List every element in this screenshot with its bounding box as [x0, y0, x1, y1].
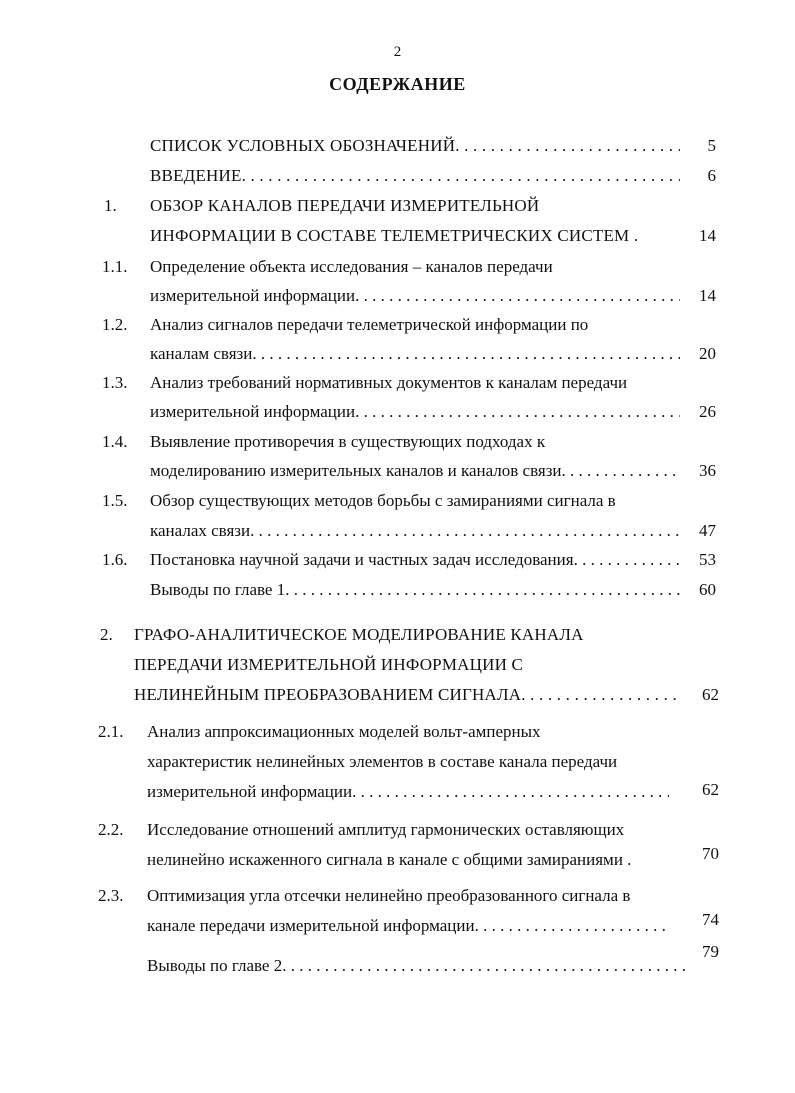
toc-entry-number: 1.5. [102, 491, 128, 510]
toc-entry-text: Выявление противоречия в существующих подходах к [150, 432, 546, 451]
toc-entry-number: 1.1. [102, 257, 128, 276]
toc-entry-page: 53 [699, 550, 716, 569]
toc-entry-text: Оптимизация угла отсечки нелинейно преобразованного сигнала в [147, 886, 631, 905]
toc-entry-text: Выводы по главе 2 . . . [147, 956, 687, 976]
toc-entry-page: 36 [699, 461, 716, 480]
toc-entry-text: Анализ сигналов передачи телеметрической информации по [150, 315, 589, 334]
toc-entry-page: 5 [707, 136, 716, 155]
toc-entry-number: 1.6. [102, 550, 128, 569]
toc-entry-page: 47 [699, 521, 716, 540]
toc-entry-text: моделированию измерительных каналов и каналов связи . . . [150, 461, 680, 481]
toc-entry-page: 70 [702, 844, 719, 863]
page-number: 2 [393, 44, 402, 60]
toc-entry-page: 14 [699, 226, 716, 245]
toc-entry-number: 1. [104, 196, 117, 215]
toc-entry-text: измерительной информации . . . [147, 782, 669, 802]
toc-entry-page: 74 [702, 910, 719, 929]
toc-entry-page: 14 [699, 286, 716, 305]
toc-entry-text: Исследование отношений амплитуд гармонических оставляющих [147, 820, 625, 839]
toc-entry-page: 79 [702, 942, 719, 961]
toc-entry-page: 20 [699, 344, 716, 363]
toc-entry-text: Анализ аппроксимационных моделей вольт-амперных [147, 722, 541, 741]
toc-title: СОДЕРЖАНИЕ [329, 74, 466, 94]
toc-entry-text: каналах связи . . . [150, 521, 680, 541]
toc-entry-text: Анализ требований нормативных документов к каналам передачи [150, 373, 628, 392]
toc-entry-number: 2.1. [98, 722, 124, 741]
toc-entry-text: ПЕРЕДАЧИ ИЗМЕРИТЕЛЬНОЙ ИНФОРМАЦИИ С [134, 655, 524, 674]
toc-entry-text: ИНФОРМАЦИИ В СОСТАВЕ ТЕЛЕМЕТРИЧЕСКИХ СИСТЕМ . [150, 226, 639, 245]
toc-entry-page: 26 [699, 402, 716, 421]
toc-entry-text: нелинейно искаженного сигнала в канале с общими замираниями . [147, 850, 632, 869]
toc-entry-text: ОБЗОР КАНАЛОВ ПЕРЕДАЧИ ИЗМЕРИТЕЛЬНОЙ [150, 196, 540, 215]
toc-entry-page: 6 [707, 166, 716, 185]
toc-entry-number: 2.3. [98, 886, 124, 905]
toc-entry-text: Выводы по главе 1 . . . [150, 580, 680, 600]
toc-entry-text: Определение объекта исследования – каналов передачи [150, 257, 553, 276]
toc-entry-text: Постановка научной задачи и частных задач исследования . . . [150, 550, 680, 570]
toc-entry-number: 1.4. [102, 432, 128, 451]
toc-entry-text: канале передачи измерительной информации . . . [147, 916, 669, 936]
toc-entry-text: ВВЕДЕНИЕ . . . [150, 166, 680, 186]
toc-entry-page: 62 [702, 685, 719, 704]
toc-entry-text: СПИСОК УСЛОВНЫХ ОБОЗНАЧЕНИЙ . . . [150, 136, 680, 156]
toc-entry-number: 1.2. [102, 315, 128, 334]
toc-entry-number: 2. [100, 625, 113, 644]
toc-entry-text: Обзор существующих методов борьбы с замираниями сигнала в [150, 491, 616, 510]
toc-entry-text: измерительной информации . . . [150, 402, 680, 422]
toc-entry-page: 60 [699, 580, 716, 599]
toc-entry-text: НЕЛИНЕЙНЫМ ПРЕОБРАЗОВАНИЕМ СИГНАЛА . . . [134, 685, 680, 705]
toc-entry-text: характеристик нелинейных элементов в составе канала передачи [147, 752, 618, 771]
toc-entry-text: измерительной информации . . . [150, 286, 680, 306]
toc-entry-text: каналам связи . . . [150, 344, 680, 364]
toc-entry-number: 1.3. [102, 373, 128, 392]
toc-entry-number: 2.2. [98, 820, 124, 839]
toc-entry-text: ГРАФО-АНАЛИТИЧЕСКОЕ МОДЕЛИРОВАНИЕ КАНАЛА [134, 625, 584, 644]
toc-entry-page: 62 [702, 780, 719, 799]
